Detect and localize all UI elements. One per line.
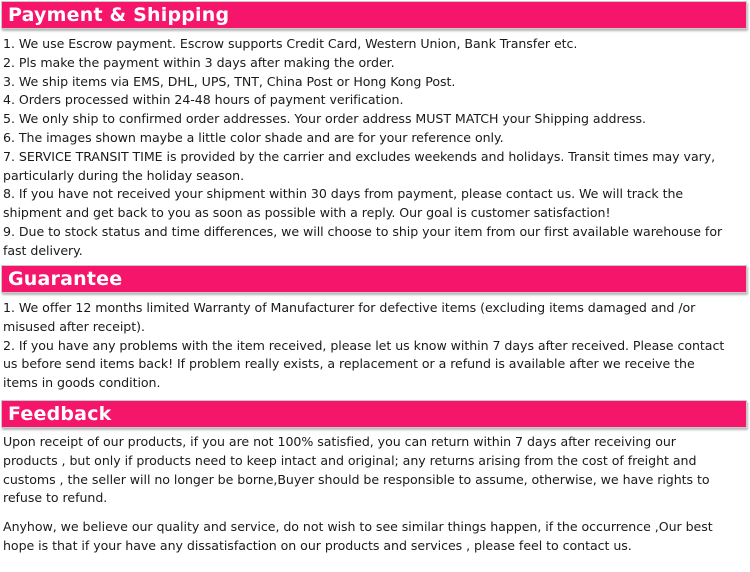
payment-line-11: 9. Due to stock status and time differences, we will choose to ship your item from our first available warehouse for [3, 223, 723, 239]
paragraph-gap [3, 508, 749, 518]
guarantee-line-5: items in goods condition. [3, 375, 161, 391]
guarantee-title: Guarantee [8, 268, 123, 290]
payment-shipping-header [1, 1, 747, 29]
guarantee-line-1: 1. We offer 12 months limited Warranty of Manufacturer for defective items (excluding items damaged and /or [3, 300, 696, 315]
feedback-p1-line-1: Upon receipt of our products, if you are not 100% satisfied, you can return within 7 days after receiving our [3, 434, 676, 449]
guarantee-line-2: misused after receipt). [3, 318, 145, 334]
payment-line-10: shipment and get back to you as soon as possible with a reply. Our goal is customer satisfaction! [3, 205, 611, 221]
guarantee-line-4: us before send items back! If problem really exists, a replacement or a refund is available after we receive the [3, 356, 695, 372]
payment-line-7: 7. SERVICE TRANSIT TIME is provided by the carrier and excludes weekends and holidays. Transit times may vary, [3, 148, 716, 164]
feedback-text [3, 433, 749, 556]
feedback-header [1, 400, 747, 428]
payment-line-1: 1. We use Escrow payment. Escrow supports Credit Card, Western Union, Bank Transfer etc. [3, 36, 578, 51]
feedback-p1-line-2: products , but only if products need to keep intact and original; any returns arising from the cost of freight and [3, 452, 697, 468]
feedback-p1-line-4: refuse to refund. [3, 490, 108, 506]
payment-line-2: 2. Pls make the payment within 3 days after making the order. [3, 54, 395, 70]
guarantee-header [1, 265, 747, 293]
feedback-p2-line-2: hope is that if your have any dissatisfaction on our products and services , please feel to contact us. [3, 537, 632, 553]
payment-line-6: 6. The images shown maybe a little color shade and are for your reference only. [3, 129, 504, 145]
payment-line-12: fast delivery. [3, 242, 83, 258]
payment-line-9: 8. If you have not received your shipment within 30 days from payment, please contact us. We will track the [3, 186, 684, 202]
feedback-title: Feedback [8, 403, 112, 425]
payment-line-5: 5. We only ship to confirmed order addresses. Your order address MUST MATCH your Shipping address. [3, 111, 646, 127]
payment-line-8: particularly during the holiday season. [3, 167, 245, 183]
payment-shipping-title: Payment & Shipping [8, 4, 230, 26]
guarantee-list [3, 299, 749, 393]
payment-shipping-list [3, 35, 749, 261]
feedback-p2-line-1: Anyhow, we believe our quality and service, do not wish to see similar things happen, if the occurrence ,Our best [3, 519, 713, 535]
payment-line-3: 3. We ship items via EMS, DHL, UPS, TNT, China Post or Hong Kong Post. [3, 73, 456, 89]
feedback-p1-line-3: customs , the seller will no longer be borne,Buyer should be responsible to assume, otherwise, we have rights to [3, 471, 710, 487]
guarantee-line-3: 2. If you have any problems with the item received, please let us know within 7 days after received. Please contact [3, 337, 725, 353]
payment-line-4: 4. Orders processed within 24-48 hours of payment verification. [3, 92, 404, 108]
